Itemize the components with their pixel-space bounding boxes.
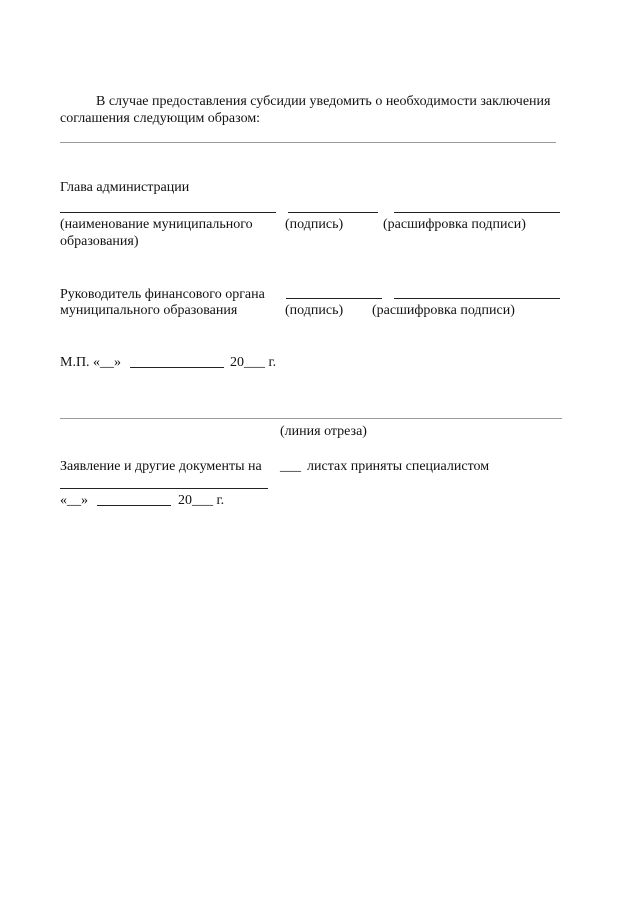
intro-line-1: В случае предоставления субсидии уведомить о необходимости заключения bbox=[96, 94, 551, 109]
finance-title-2: муниципального образования bbox=[60, 303, 238, 318]
finance-label-decoding: (расшифровка подписи) bbox=[372, 303, 515, 318]
receipt-year: 20___ г. bbox=[178, 493, 225, 508]
stamp-year: 20___ г. bbox=[230, 355, 277, 370]
receipt-text-after: листах приняты специалистом bbox=[307, 459, 490, 474]
head-label-signature: (подпись) bbox=[285, 217, 344, 232]
head-name-blank bbox=[60, 212, 276, 213]
receipt-day: «__» bbox=[60, 493, 88, 508]
cut-line-label: (линия отреза) bbox=[280, 424, 367, 439]
receipt-sheets-blank: ___ bbox=[280, 459, 301, 474]
finance-decoding-blank bbox=[394, 298, 560, 299]
head-decoding-blank bbox=[394, 212, 560, 213]
cut-line bbox=[60, 418, 562, 419]
intro-blank-line bbox=[60, 142, 556, 143]
intro-line-2: соглашения следующим образом: bbox=[60, 111, 261, 126]
receipt-text-before: Заявление и другие документы на bbox=[60, 459, 262, 474]
finance-label-signature: (подпись) bbox=[285, 303, 344, 318]
head-signature-blank bbox=[288, 212, 378, 213]
stamp-mp: М.П. bbox=[60, 355, 90, 370]
stamp-day: «__» bbox=[93, 355, 121, 370]
head-label-decoding: (расшифровка подписи) bbox=[383, 217, 526, 232]
receipt-specialist-blank bbox=[60, 488, 268, 489]
finance-title-1: Руководитель финансового органа bbox=[60, 287, 265, 302]
receipt-month-blank bbox=[97, 505, 171, 506]
head-label-name-1: (наименование муниципального bbox=[60, 217, 253, 232]
finance-signature-blank bbox=[286, 298, 382, 299]
head-label-name-2: образования) bbox=[60, 234, 139, 249]
head-title: Глава администрации bbox=[60, 180, 190, 195]
stamp-month-blank bbox=[130, 367, 224, 368]
